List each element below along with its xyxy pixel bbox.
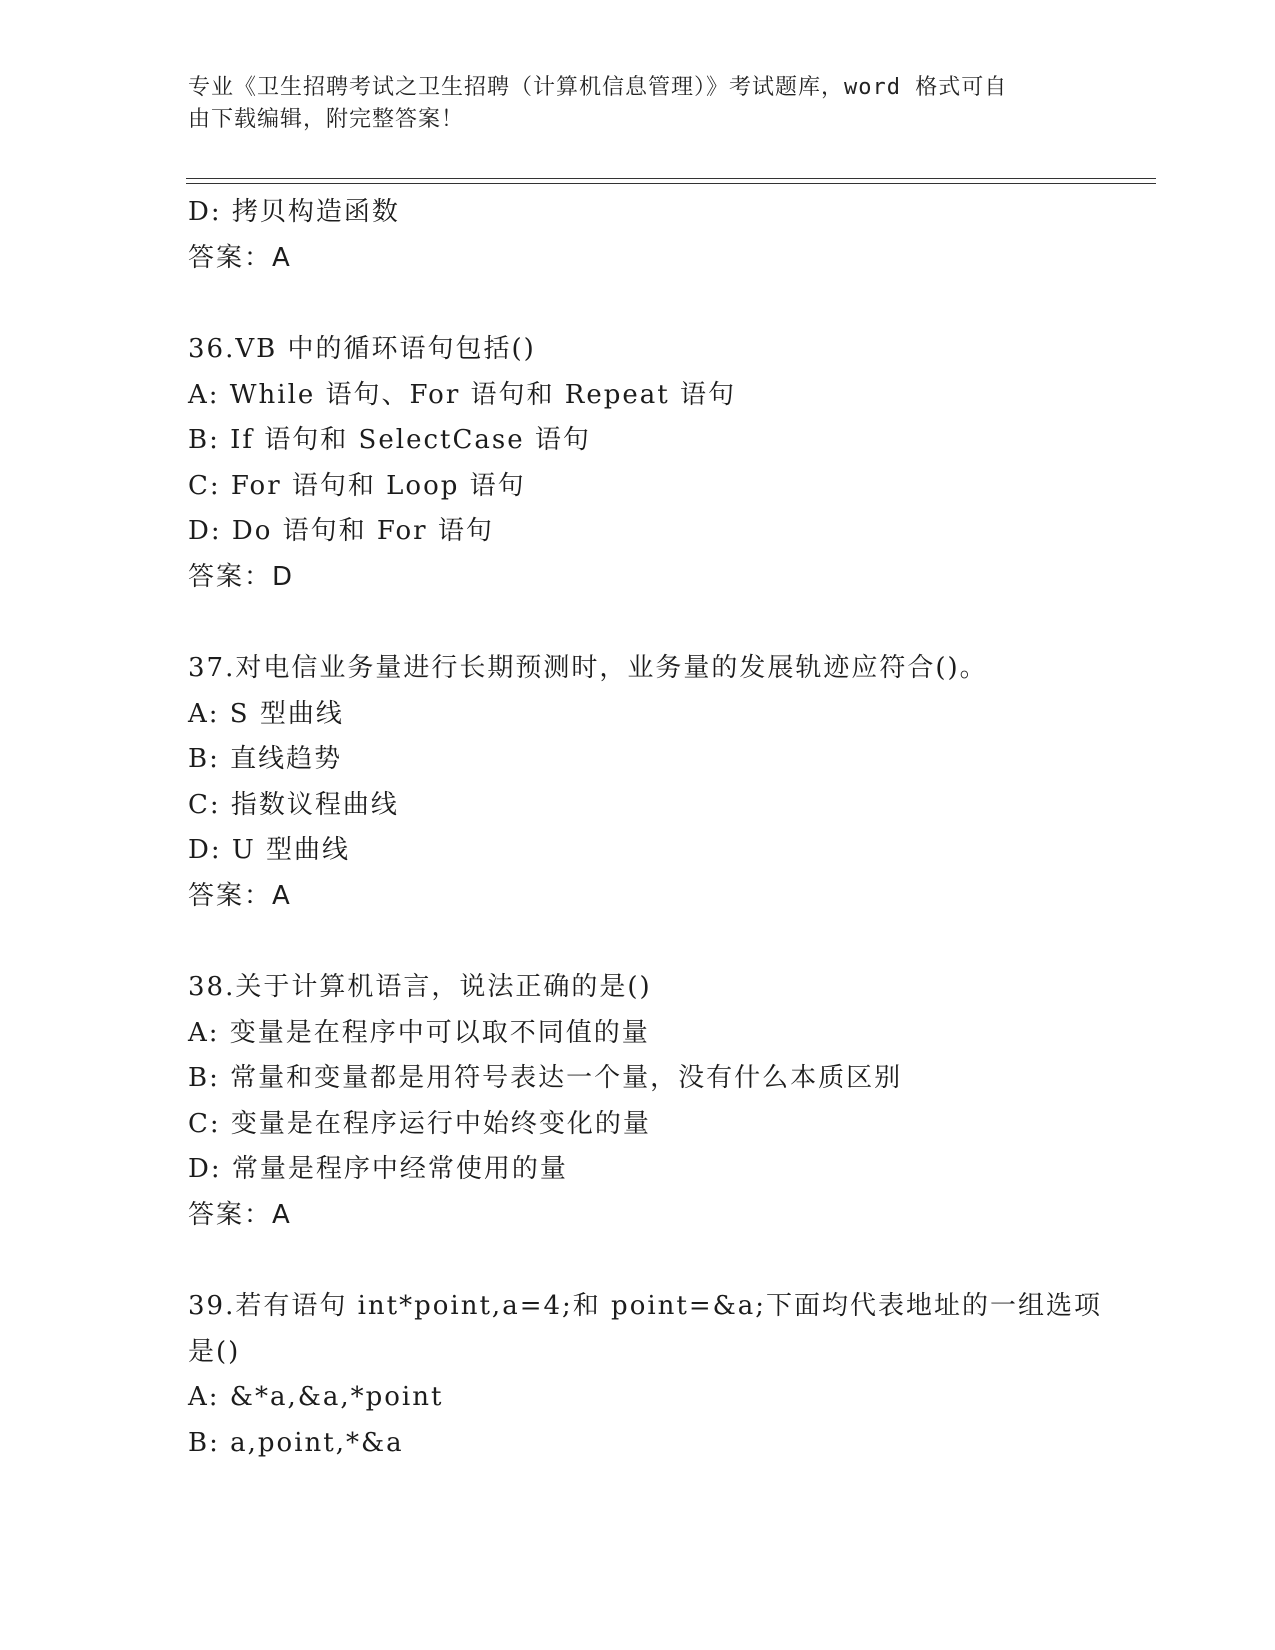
spacer bbox=[188, 1238, 1148, 1284]
spacer bbox=[188, 281, 1148, 327]
answer-line: 答案：A bbox=[188, 242, 292, 273]
option-b: B: a,point,*&a bbox=[188, 1427, 404, 1458]
option-b: B: 直线趋势 bbox=[188, 744, 343, 774]
option-a: A: &*a,&a,*point bbox=[188, 1382, 444, 1412]
spacer bbox=[188, 919, 1148, 965]
option-a: A: S 型曲线 bbox=[188, 698, 344, 729]
document-header bbox=[188, 72, 1088, 136]
spacer bbox=[188, 600, 1148, 646]
option-a: A: While 语句、For 语句和 Repeat 语句 bbox=[188, 379, 736, 410]
header-divider-bottom bbox=[186, 183, 1156, 184]
question-stem-37: 37.对电信业务量进行长期预测时，业务量的发展轨迹应符合()。 bbox=[188, 653, 988, 683]
header-line-1: 专业《卫生招聘考试之卫生招聘（计算机信息管理）》考试题库，word 格式可自 bbox=[188, 75, 1008, 100]
question-stem-39: 39.若有语句 int*point,a=4;和 point=&a;下面均代表地址的一组选项 bbox=[188, 1291, 1103, 1321]
question-stem-38: 38.关于计算机语言，说法正确的是() bbox=[188, 972, 652, 1002]
answer-line: 答案：A bbox=[188, 880, 292, 911]
option-d: D: 常量是程序中经常使用的量 bbox=[188, 1154, 568, 1184]
option-b: B: 常量和变量都是用符号表达一个量，没有什么本质区别 bbox=[188, 1063, 903, 1093]
option-a: A: 变量是在程序中可以取不同值的量 bbox=[188, 1017, 650, 1048]
question-stem-36: 36.VB 中的循环语句包括() bbox=[188, 334, 536, 364]
answer-line: 答案：D bbox=[188, 561, 295, 592]
header-divider-top bbox=[186, 178, 1156, 179]
question-stem-39-cont: 是() bbox=[188, 1336, 241, 1367]
option-c: C: For 语句和 Loop 语句 bbox=[188, 470, 526, 501]
option-d: D: Do 语句和 For 语句 bbox=[188, 516, 494, 546]
header-line-2: 由下载编辑，附完整答案！ bbox=[188, 107, 465, 132]
question-list bbox=[188, 190, 1148, 1466]
answer-line: 答案：A bbox=[188, 1199, 292, 1230]
option-c: C: 指数议程曲线 bbox=[188, 789, 399, 820]
option-c: C: 变量是在程序运行中始终变化的量 bbox=[188, 1108, 651, 1139]
option-d: D: 拷贝构造函数 bbox=[188, 197, 400, 227]
option-b: B: If 语句和 SelectCase 语句 bbox=[188, 425, 591, 455]
option-d: D: U 型曲线 bbox=[188, 835, 351, 865]
